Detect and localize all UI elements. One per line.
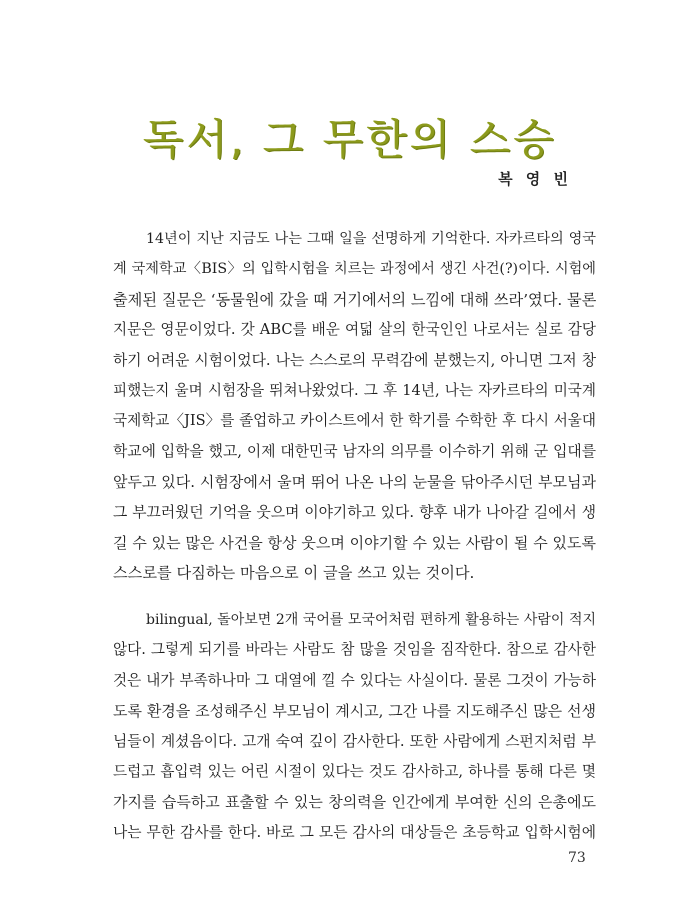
paragraph-line: 하기 어려운 시험이었다. 나는 스스로의 무력감에 분했는지, 아니면 그저 창 — [113, 351, 596, 369]
paragraph-line: 앞두고 있다. 시험장에서 울며 뛰어 나온 나의 눈물을 닦아주시던 부모님과 — [113, 473, 596, 492]
paragraph-line: 것은 내가 부족하나마 그 대열에 낄 수 있다는 사실이다. 물론 그것이 가능하 — [113, 671, 596, 689]
paragraph-line: bilingual, 돌아보면 2개 국어를 모국어처럼 편하게 활용하는 사람이 적지 — [146, 612, 596, 628]
paragraph-line: 지문은 영문이었다. 갓 ABC를 배운 여덟 살의 한국인인 나로서는 실로 감당 — [113, 321, 596, 339]
paragraph-line: 드럽고 흡입력 있는 어린 시절이 있다는 것도 감사하고, 하나를 통해 다른 몇 — [113, 762, 596, 780]
paragraph-line: 나는 무한 감사를 한다. 바로 그 모든 감사의 대상들은 초등학교 입학시험에 — [113, 823, 596, 841]
paragraph-line: 14년이 지난 지금도 나는 그때 일을 선명하게 기억한다. 자카르타의 영국 — [146, 231, 596, 247]
paragraph-line: 피했는지 울며 시험장을 뛰쳐나왔었다. 그 후 14년, 나는 자카르타의 미국계 — [113, 381, 596, 399]
paragraph-line: 그 부끄러웠던 기억을 웃으며 이야기하고 있다. 향후 내가 나아갈 길에서 생 — [113, 503, 596, 521]
paragraph-line: 스스로를 다짐하는 마음으로 이 글을 쓰고 있는 것이다. — [113, 564, 475, 583]
paragraph-line: 않다. 그렇게 되기를 바라는 사람도 참 많을 것임을 짐작한다. 참으로 감사한 — [113, 641, 596, 659]
paragraph-line: 국제학교〈JIS〉를 졸업하고 카이스트에서 한 학기를 수학한 후 다시 서울대 — [113, 412, 596, 430]
paragraph-line: 출제된 질문은 ‘동물원에 갔을 때 거기에서의 느낌에 대해 쓰라’였다. 물론 — [113, 290, 596, 309]
paragraph-line: 님들이 계셨음이다. 고개 숙여 깊이 감사한다. 또한 사람에게 스펀지처럼 부 — [113, 732, 596, 750]
paragraph-line: 길 수 있는 많은 사건을 항상 웃으며 이야기할 수 있는 사람이 될 수 있도록 — [113, 533, 596, 552]
paragraph-1 — [113, 224, 596, 589]
author-name: 복 영 빈 — [498, 170, 572, 188]
paragraph-line: 도록 환경을 조성해주신 부모님이 계시고, 그간 나를 지도해주신 많은 선생 — [113, 702, 596, 721]
essay-title: 독서, 그 무한의 스승 — [143, 115, 557, 165]
page-number: 73 — [568, 850, 586, 866]
paragraph-line: 계 국제학교〈BIS〉의 입학시험을 치르는 과정에서 생긴 사건(?)이다. 시험에 — [113, 261, 596, 278]
paragraph-2 — [113, 605, 596, 848]
paragraph-line: 가지를 습득하고 표출할 수 있는 창의력을 인간에게 부여한 신의 은총에도 — [113, 793, 596, 812]
paragraph-line: 학교에 입학을 했고, 이제 대한민국 남자의 의무를 이수하기 위해 군 입대를 — [113, 442, 596, 460]
